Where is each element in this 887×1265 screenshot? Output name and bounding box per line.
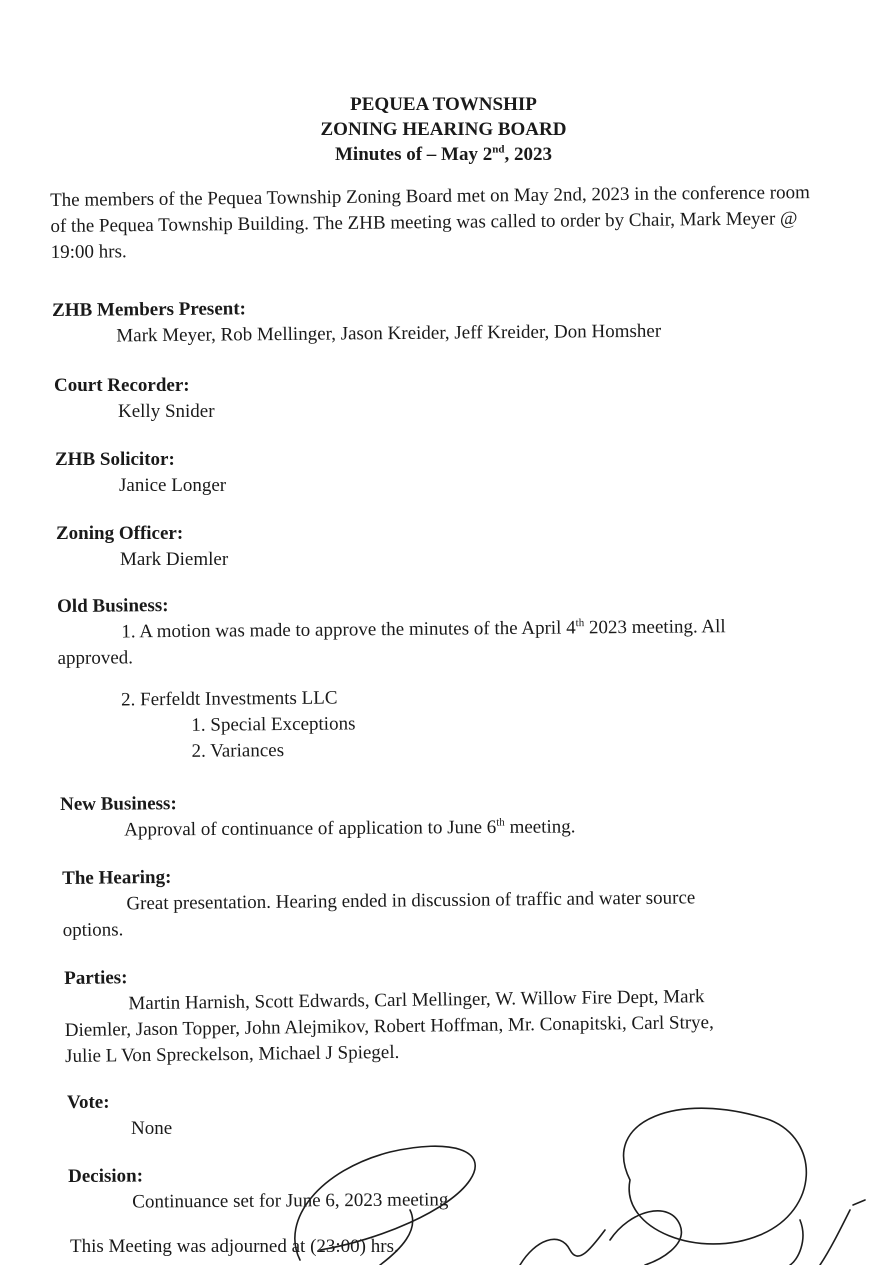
- solicitor-heading: ZHB Solicitor:: [55, 449, 175, 470]
- hearing-text-line-2: options.: [62, 919, 124, 941]
- recorder-section: [54, 373, 754, 425]
- parties-line-2: Diemler, Jason Topper, John Alejmikov, Robert Hoffman, Mr. Conapitski, Carl Strye,: [64, 1012, 714, 1041]
- officer-name: Mark Diemler: [120, 549, 229, 570]
- old-business-list: [57, 682, 758, 766]
- board-title: ZONING HEARING BOARD: [320, 119, 567, 140]
- special-exceptions-item: 1. Special Exceptions: [191, 713, 356, 736]
- parties-line-1: Martin Harnish, Scott Edwards, Carl Mellinger, W. Willow Fire Dept, Mark: [128, 986, 705, 1015]
- township-title: PEQUEA TOWNSHIP: [350, 94, 537, 115]
- decision-heading: Decision:: [68, 1165, 144, 1187]
- document-header: [0, 92, 887, 167]
- variances-item: 2. Variances: [191, 740, 285, 762]
- new-business-section: [60, 787, 780, 844]
- new-business-heading: New Business:: [60, 793, 177, 815]
- parties-line-3: Julie L Von Spreckelson, Michael J Spiegel.: [64, 1041, 400, 1067]
- recorder-heading: Court Recorder:: [54, 375, 190, 396]
- vote-result: None: [131, 1118, 173, 1139]
- recorder-name: Kelly Snider: [118, 401, 215, 422]
- old-business-item-2: 2. Ferfeldt Investments LLC: [121, 687, 338, 711]
- officer-heading: Zoning Officer:: [56, 523, 184, 544]
- decision-text: Continuance set for June 6, 2023 meeting: [132, 1189, 449, 1213]
- handwritten-signature: [260, 1100, 887, 1265]
- hearing-text-line-1: Great presentation. Hearing ended in discussion of traffic and water source: [126, 887, 696, 915]
- officer-section: [56, 521, 756, 573]
- solicitor-section: [55, 447, 755, 499]
- members-section: [52, 291, 812, 350]
- old-business-item-1-cont: approved.: [57, 647, 134, 669]
- new-business-text: Approval of continuance of application to June 6th meeting.: [124, 816, 576, 841]
- old-business-item-1: 1. A motion was made to approve the minutes of the April 4th 2023 meeting. All: [121, 616, 726, 643]
- members-list: Mark Meyer, Rob Mellinger, Jason Kreider, Jeff Kreider, Don Homsher: [116, 320, 662, 347]
- vote-heading: Vote:: [67, 1092, 110, 1113]
- solicitor-name: Janice Longer: [119, 475, 227, 496]
- minutes-date-title: Minutes of – May 2nd, 2023: [334, 143, 552, 165]
- hearing-heading: The Hearing:: [62, 866, 172, 889]
- intro-paragraph: The members of the Pequea Township Zoning Board met on May 2nd, 2023 in the conference room of the Pequea Township Building. The ZHB meeting was called to order by Chair, Mark Meyer @ 19:00 hrs.: [50, 182, 810, 263]
- old-business-section: [57, 587, 818, 672]
- hearing-section: [62, 858, 823, 944]
- adjourned-statement: This Meeting was adjourned at (23:00) hrs.: [70, 1236, 399, 1257]
- parties-heading: Parties:: [64, 967, 128, 989]
- old-business-heading: Old Business:: [57, 595, 169, 617]
- parties-section: [64, 956, 845, 1070]
- members-heading: ZHB Members Present:: [52, 298, 247, 321]
